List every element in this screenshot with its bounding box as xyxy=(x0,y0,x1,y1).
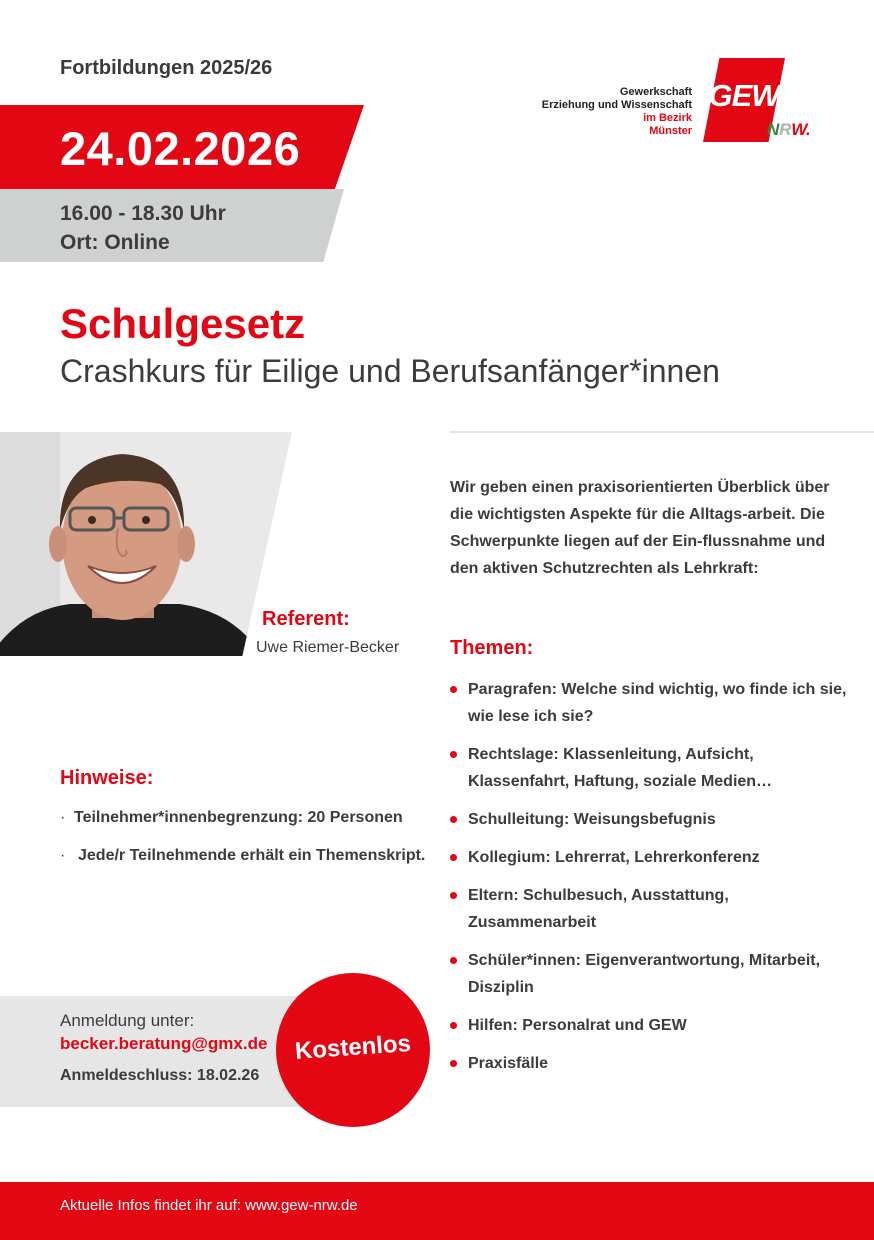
themen-item xyxy=(450,947,850,1001)
themen-item-text: Paragrafen: Welche sind wichtig, wo finde ich sie, wie lese ich sie? xyxy=(468,681,847,725)
free-badge-text: Kostenlos xyxy=(294,1029,412,1066)
page-title: Schulgesetz xyxy=(60,300,306,347)
bullet-dot xyxy=(450,816,457,823)
themen-item xyxy=(450,882,850,936)
hinweise-item-text: Teilnehmer*innenbegrenzung: 20 Personen xyxy=(74,809,403,826)
intro-text: Wir geben einen praxisorientierten Überblick über die wichtigsten Aspekte für die Alltags-arbeit. Die Schwerpunkte liegen auf der Ein-flussnahme und den aktiven Schutzrechten als Lehrkraft: xyxy=(450,479,830,577)
logo-line-4: Münster xyxy=(649,125,692,137)
gew-logo[interactable] xyxy=(535,58,825,144)
bullet-dot xyxy=(450,1022,457,1029)
hinweise-item-text: Jede/r Teilnehmende erhält ein Themenskript. xyxy=(78,847,426,864)
themen-item xyxy=(450,741,850,795)
portrait-image xyxy=(0,432,292,656)
time-location-block xyxy=(60,199,226,257)
themen-heading: Themen: xyxy=(450,637,534,659)
registration-deadline: Anmeldeschluss: 18.02.26 xyxy=(60,1067,260,1084)
referent-name: Uwe Riemer-Becker xyxy=(256,639,400,656)
themen-item-text: Praxisfälle xyxy=(468,1055,549,1072)
themen-item xyxy=(450,676,850,730)
logo-line-2: Erziehung und Wissenschaft xyxy=(541,99,692,111)
themen-item-text: Rechtslage: Klassenleitung, Aufsicht, Klassenfahrt, Haftung, soziale Medien… xyxy=(468,746,773,790)
bullet-dot xyxy=(450,892,457,899)
themen-item xyxy=(450,806,850,833)
themen-item xyxy=(450,1050,850,1077)
bullet-dot xyxy=(450,686,457,693)
event-location: Ort: Online xyxy=(60,231,170,254)
hinweise-list xyxy=(60,804,440,880)
logo-nrw-text xyxy=(767,120,811,140)
logo-text xyxy=(542,86,692,138)
logo-nrw-w: W. xyxy=(791,120,811,139)
referent-label: Referent: xyxy=(262,608,350,630)
logo-line-3: im Bezirk xyxy=(643,112,692,124)
hinweise-heading: Hinweise: xyxy=(60,767,154,789)
registration-email-link[interactable]: becker.beratung@gmx.de xyxy=(60,1034,268,1053)
page-subtitle: Crashkurs für Eilige und Berufsanfänger*innen xyxy=(60,353,720,389)
registration-label: Anmeldung unter: xyxy=(60,1011,195,1030)
divider xyxy=(450,431,874,433)
themen-item-text: Hilfen: Personalrat und GEW xyxy=(468,1017,687,1034)
themen-item xyxy=(450,844,850,871)
bullet-dot xyxy=(450,1060,457,1067)
themen-item-text: Kollegium: Lehrerrat, Lehrerkonferenz xyxy=(468,849,760,866)
themen-item-text: Schulleitung: Weisungsbefugnis xyxy=(468,811,716,828)
bullet-mark: · xyxy=(60,847,66,864)
themen-item-text: Eltern: Schulbesuch, Ausstattung, Zusammenarbeit xyxy=(468,887,729,931)
bullet-dot xyxy=(450,854,457,861)
referent-photo xyxy=(0,432,292,656)
hinweise-item xyxy=(60,804,440,831)
themen-item xyxy=(450,1012,850,1039)
event-date: 24.02.2026 xyxy=(60,122,301,175)
bullet-dot xyxy=(450,751,457,758)
bullet-mark: · xyxy=(60,809,66,826)
footer-link-text[interactable]: Aktuelle Infos findet ihr auf: www.gew-nrw.de xyxy=(60,1197,358,1214)
logo-nrw-n: N xyxy=(767,120,780,139)
themen-list xyxy=(450,676,850,1088)
event-time: 16.00 - 18.30 Uhr xyxy=(60,202,226,225)
logo-nrw-r: R xyxy=(779,120,792,139)
bullet-dot xyxy=(450,957,457,964)
logo-line-1: Gewerkschaft xyxy=(619,86,692,98)
series-label: Fortbildungen 2025/26 xyxy=(60,57,273,79)
hinweise-item xyxy=(60,842,440,869)
themen-item-text: Schüler*innen: Eigenverantwortung, Mitarbeit, Disziplin xyxy=(468,952,821,996)
logo-gew-text: GEW xyxy=(708,78,780,113)
